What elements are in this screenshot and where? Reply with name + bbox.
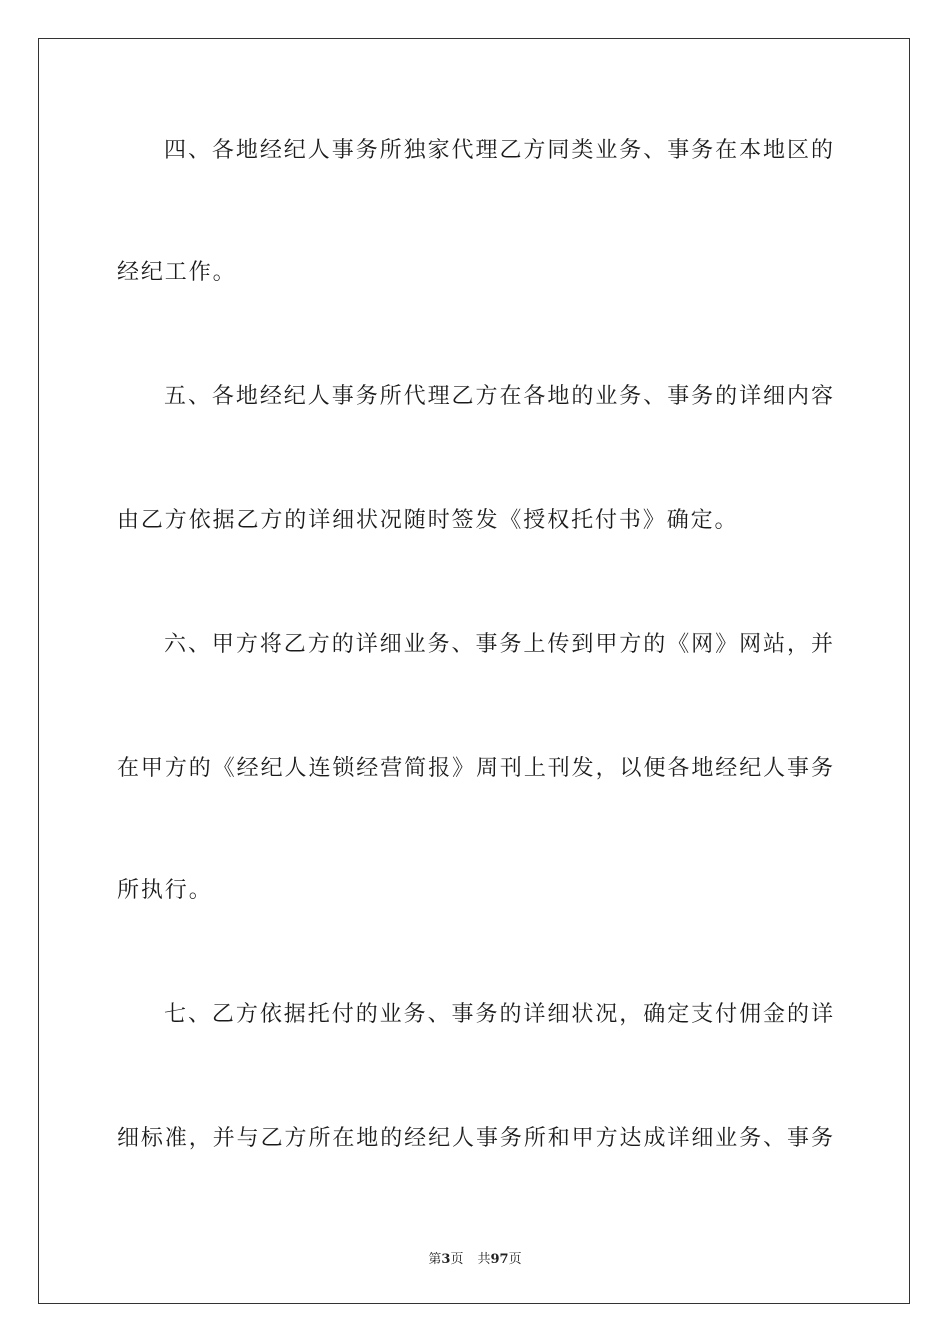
paragraph-line: 经纪工作。 [117, 260, 237, 285]
page-prefix: 第 [428, 1252, 442, 1267]
total-suffix: 页 [508, 1252, 522, 1267]
page-footer [0, 1248, 950, 1267]
paragraph-line: 四、各地经纪人事务所独家代理乙方同类业务、事务在本地区的 [164, 138, 833, 163]
page-number: 3 [441, 1252, 451, 1267]
total-prefix: 共 [477, 1252, 491, 1267]
paragraph-line: 所执行。 [117, 878, 213, 903]
total-pages: 97 [490, 1252, 509, 1267]
paragraph-line: 六、甲方将乙方的详细业务、事务上传到甲方的《网》网站，并 [164, 632, 833, 657]
paragraph-line: 七、乙方依据托付的业务、事务的详细状况，确定支付佣金的详 [164, 1002, 833, 1027]
paragraph-line: 细标准，并与乙方所在地的经纪人事务所和甲方达成详细业务、事务 [117, 1126, 833, 1151]
page-border [38, 38, 910, 1304]
paragraph-line: 由乙方依据乙方的详细状况随时签发《授权托付书》确定。 [117, 508, 739, 533]
page-suffix: 页 [450, 1252, 464, 1267]
paragraph-line: 五、各地经纪人事务所代理乙方在各地的业务、事务的详细内容 [164, 384, 833, 409]
paragraph-line: 在甲方的《经纪人连锁经营简报》周刊上刊发，以便各地经纪人事务 [117, 756, 833, 781]
